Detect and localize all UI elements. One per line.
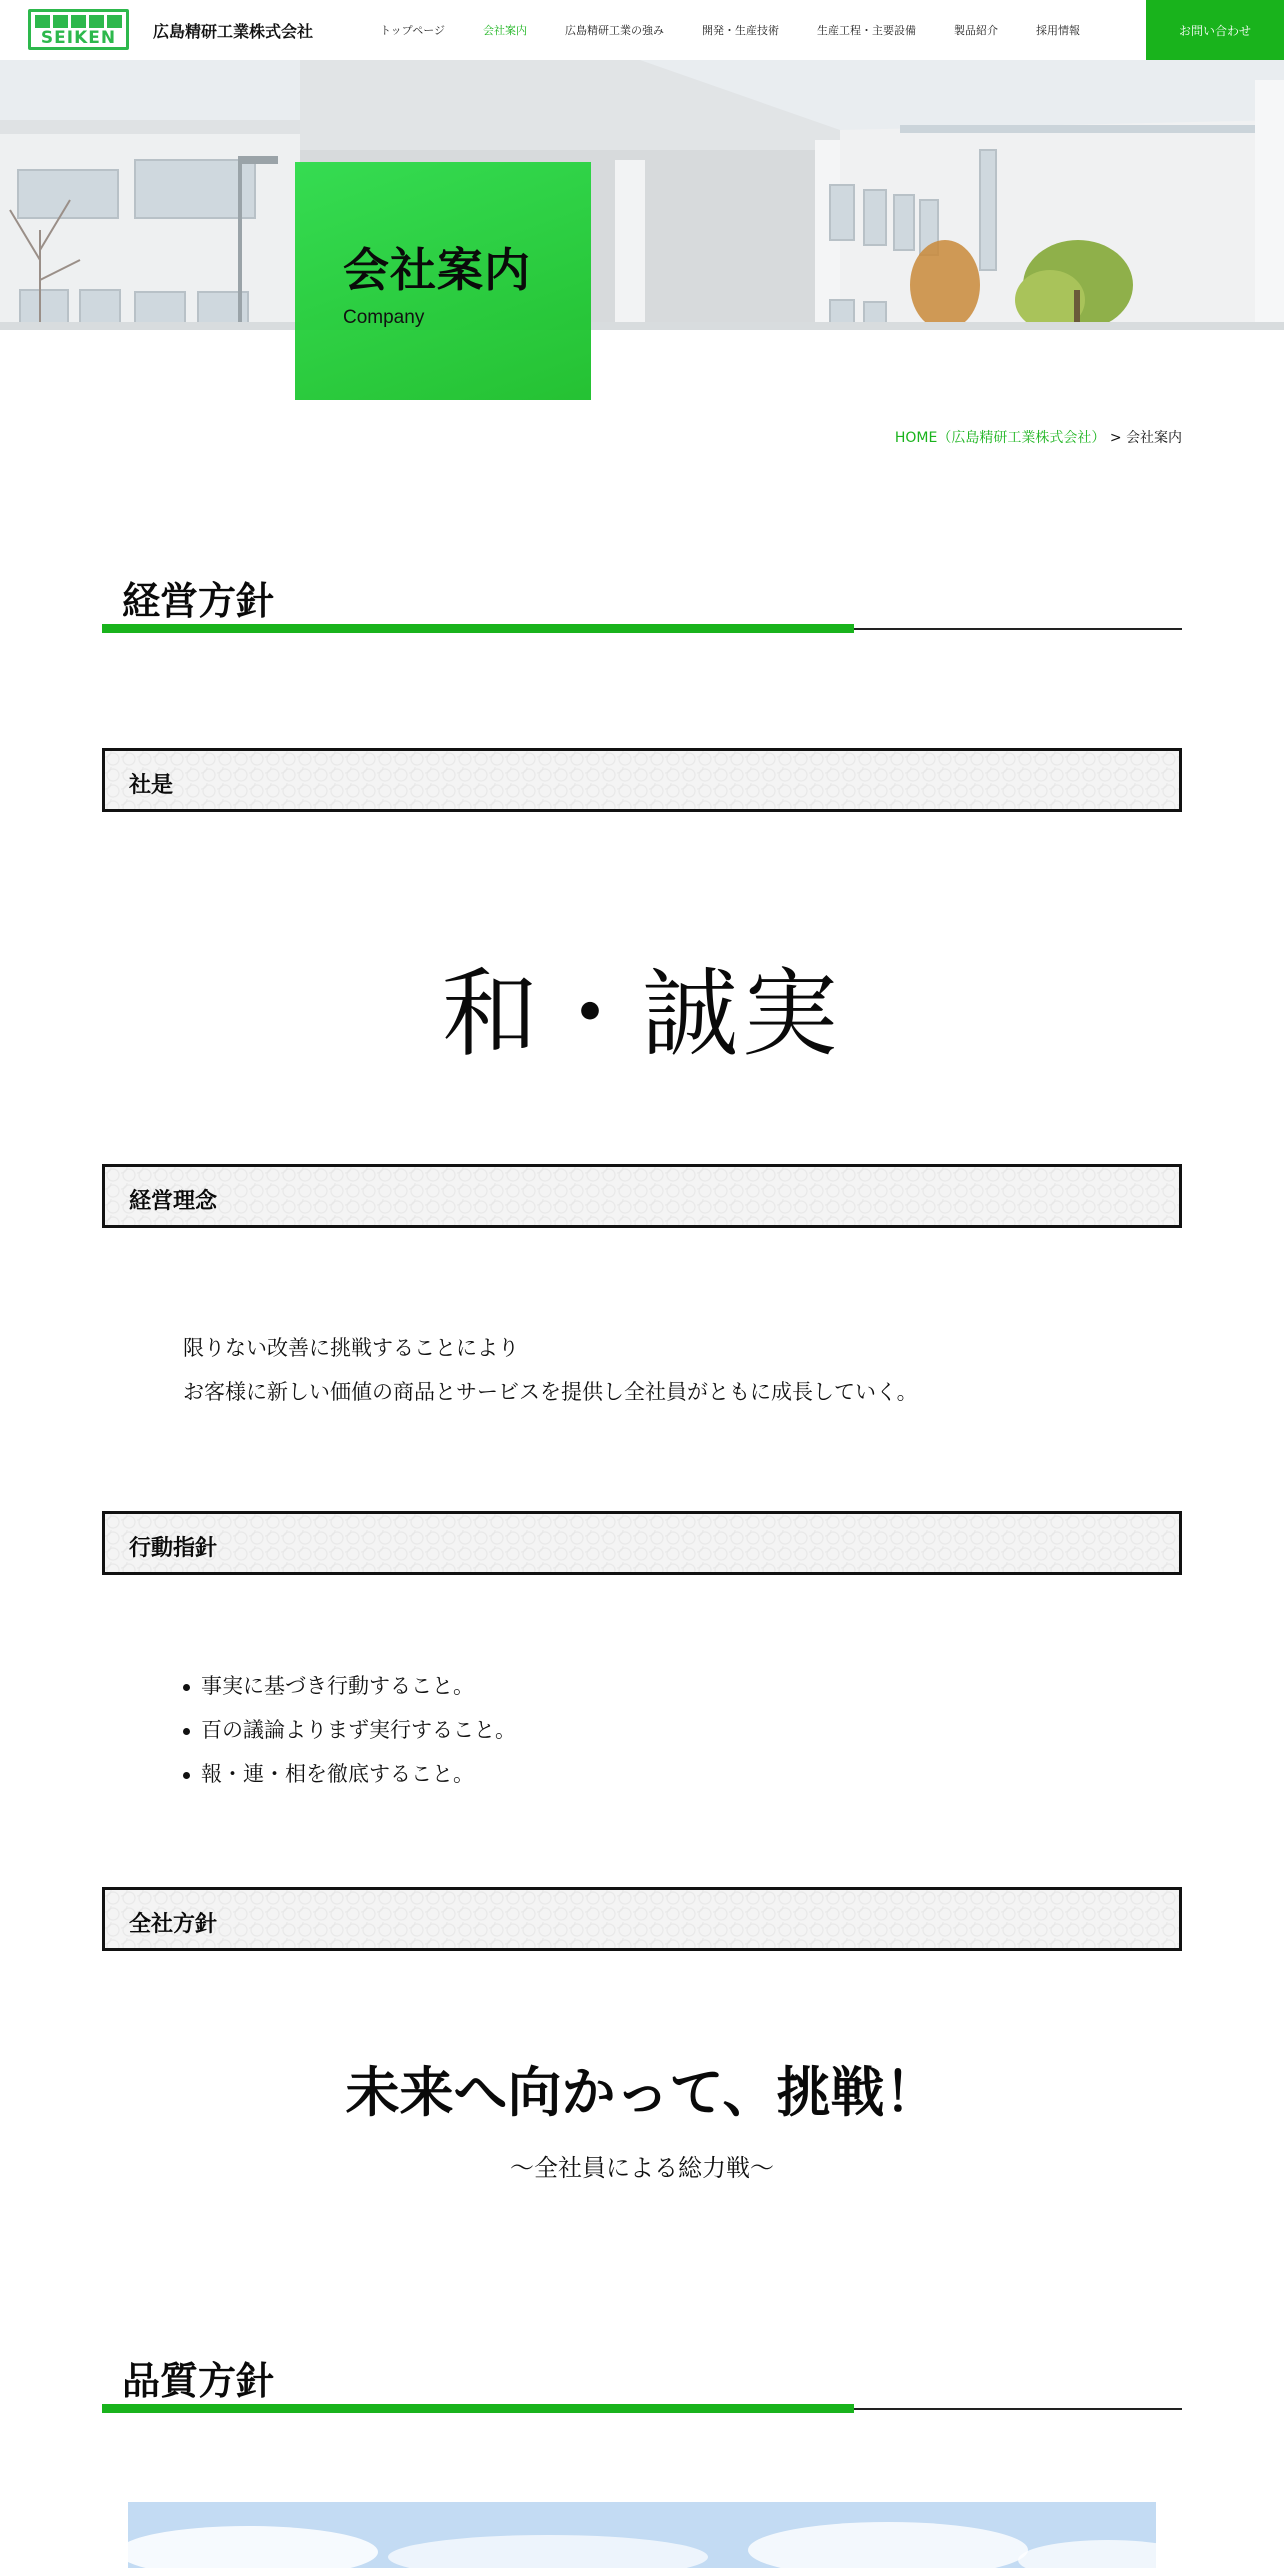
list-item: 報・連・相を徹底すること。 bbox=[183, 1752, 516, 1796]
subheading-company-policy-label: 全社方針 bbox=[129, 1912, 218, 1937]
company-name[interactable]: 広島精研工業株式会社 bbox=[153, 22, 314, 41]
breadcrumb-separator: > bbox=[1109, 430, 1122, 446]
breadcrumb bbox=[895, 427, 1182, 447]
nav-item-company[interactable]: 会社案内 bbox=[483, 24, 528, 37]
contact-button[interactable]: お問い合わせ bbox=[1146, 0, 1284, 60]
nav-item-development[interactable]: 開発・生産技術 bbox=[702, 24, 780, 37]
logo-text: SEIKEN bbox=[40, 28, 117, 48]
nav-item-products[interactable]: 製品紹介 bbox=[954, 24, 999, 37]
heading-accent-bar bbox=[102, 624, 854, 633]
company-motto: 和・誠実 bbox=[442, 958, 842, 1070]
hero-image bbox=[0, 60, 1284, 330]
breadcrumb-home-link[interactable]: HOME（広島精研工業株式会社） bbox=[894, 430, 1106, 446]
guidelines-list bbox=[183, 1664, 516, 1796]
quality-image bbox=[128, 2502, 1156, 2568]
subheading-company-policy bbox=[102, 1887, 1182, 1951]
sky-photo bbox=[128, 2502, 1156, 2568]
page-subtitle: Company bbox=[343, 307, 425, 328]
philosophy-line: お客様に新しい価値の商品とサービスを提供し全社員がともに成長していく。 bbox=[183, 1380, 918, 1404]
list-item: 事実に基づき行動すること。 bbox=[183, 1664, 516, 1708]
list-item: 百の議論よりまず実行すること。 bbox=[183, 1708, 516, 1752]
section-title-management: 経営方針 bbox=[122, 579, 275, 623]
section-heading-management bbox=[102, 570, 1182, 630]
nav-item-recruit[interactable]: 採用情報 bbox=[1036, 24, 1081, 37]
section-heading-quality bbox=[102, 2350, 1182, 2410]
logo-mark-icon bbox=[35, 15, 122, 28]
subheading-motto bbox=[102, 748, 1182, 812]
site-header bbox=[0, 0, 1284, 60]
page-title-box bbox=[295, 162, 591, 400]
subheading-motto-label: 社是 bbox=[129, 773, 174, 798]
subheading-philosophy-label: 経営理念 bbox=[129, 1189, 218, 1214]
philosophy-line: 限りない改善に挑戦することにより bbox=[183, 1336, 519, 1360]
subheading-guidelines-label: 行動指針 bbox=[129, 1536, 218, 1561]
subheading-guidelines bbox=[102, 1511, 1182, 1575]
company-logo[interactable] bbox=[28, 9, 129, 50]
global-nav bbox=[380, 22, 1118, 38]
company-policy-main: 未来へ向かって、挑戦！ bbox=[345, 2061, 939, 2124]
nav-item-top[interactable]: トップページ bbox=[380, 24, 446, 37]
breadcrumb-current: 会社案内 bbox=[1126, 430, 1182, 446]
section-title-quality: 品質方針 bbox=[122, 2359, 275, 2403]
company-policy-sub: ～全社員による総力戦～ bbox=[510, 2154, 774, 2182]
philosophy-text bbox=[183, 1326, 918, 1414]
nav-item-production[interactable]: 生産工程・主要設備 bbox=[817, 24, 917, 37]
page-title: 会社案内 bbox=[343, 243, 531, 297]
subheading-philosophy bbox=[102, 1164, 1182, 1228]
building-photo bbox=[0, 60, 1284, 330]
nav-item-strengths[interactable]: 広島精研工業の強み bbox=[565, 24, 665, 37]
heading-accent-bar bbox=[102, 2404, 854, 2413]
